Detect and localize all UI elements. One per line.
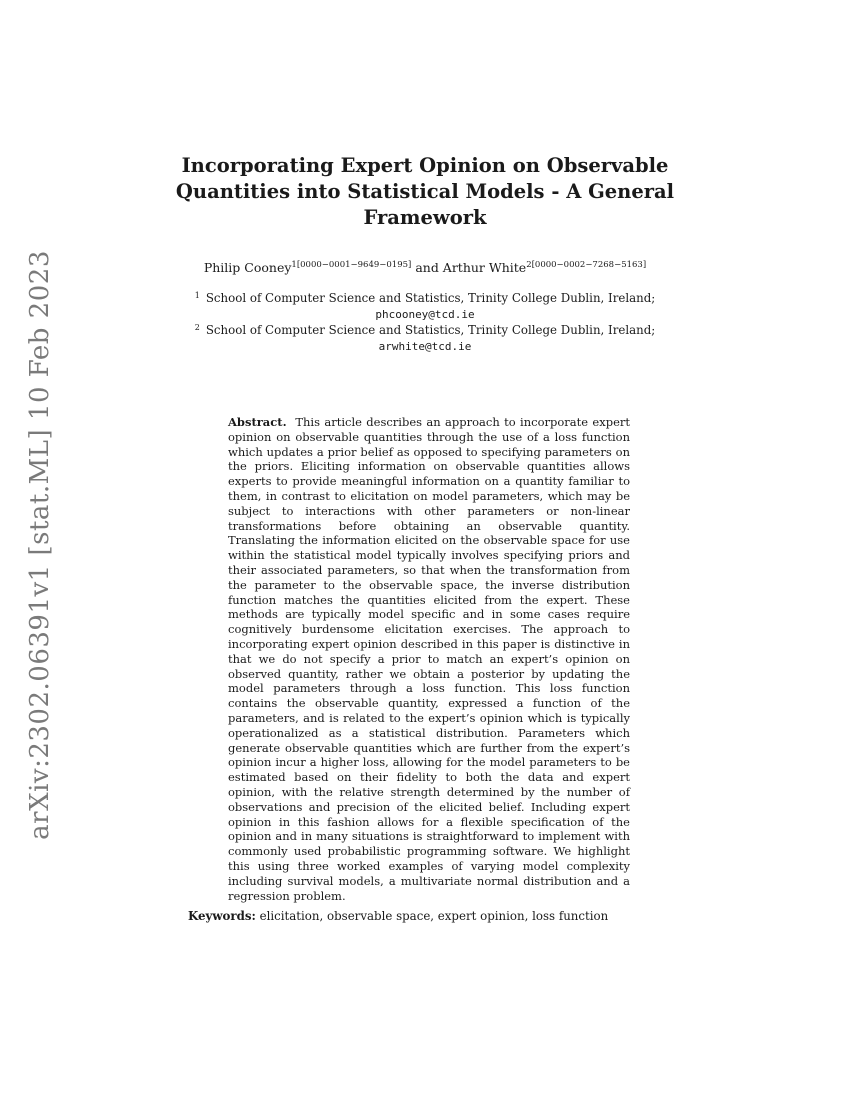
abstract-paragraph [228, 415, 630, 903]
author-line [150, 259, 700, 277]
author-name-1: Philip Cooney [203, 260, 292, 275]
author-name-2: Arthur White [442, 260, 527, 275]
keywords-text: elicitation, observable space, expert opinion, loss function [259, 909, 609, 923]
affiliation-text: School of Computer Science and Statistics, Trinity College Dublin, Ireland; [205, 323, 656, 337]
abstract-text: This article describes an approach to incorporate expert opinion on observable quantities through the use of a loss function which updates a prior belief as opposed to specifying parameters on the priors. Eliciting information on observable quantities allows experts to provide meaningful information on a quantity familiar to them, in contrast to elicitation on model parameters, which may be subject to interactions with other parameters or non-linear transformations before obtaining an observable quantity. Translating the information elicited on the observable space for use within the statistical model typically involves specifying priors and their associated parameters, so that when the transformation from the parameter to the observable space, the inverse distribution function matches the quantities elicited from the expert. These methods are typically model specific and in some cases require cognitively burdensome elicitation exercises. The approach to incorporating expert opinion described in this paper is distinctive in that we do not specify a prior to match an expert’s opinion on observed quantity, rather we obtain a posterior by updating the model parameters through a loss function. This loss function contains the observable quantity, expressed a function of the parameters, and is related to the expert’s opinion which is typically operationalized as a statistical distribution. Parameters which generate observable quantities which are further from the expert’s opinion incur a higher loss, allowing for the model parameters to be estimated based on their fidelity to both the data and expert opinion, with the relative strength determined by the number of observations and precision of the elicited belief. Including expert opinion in this fashion allows for a flexible specification of the opinion and in many situations is straightforward to implement with commonly used probabilistic programming software. We highlight this using three worked examples of varying model complexity including survival models, a multivariate normal distribution and a regression problem. [228, 415, 630, 903]
keywords-label: Keywords: [188, 909, 256, 923]
author-orcid-1: 1[0000−0001−9649−0195] [291, 260, 412, 270]
author-email[interactable]: arwhite@tcd.ie [378, 339, 472, 353]
affiliation-text: School of Computer Science and Statistics, Trinity College Dublin, Ireland; [205, 291, 656, 305]
author-orcid-2: 2[0000−0002−7268−5163] [526, 260, 647, 270]
author-connector: and [411, 260, 443, 275]
arxiv-identifier-stamp: arXiv:2302.06391v1 [stat.ML] 10 Feb 2023 [25, 250, 55, 840]
author-email[interactable]: phcooney@tcd.ie [375, 307, 475, 321]
keywords-line [188, 908, 658, 924]
affiliation-marker: 1 [194, 291, 200, 300]
paper-title: Incorporating Expert Opinion on Observable Quantities into Statistical Models - A General Framework [175, 154, 675, 229]
abstract-label: Abstract. [228, 415, 287, 429]
affiliation-2 [150, 322, 700, 355]
affiliation-marker: 2 [194, 323, 200, 332]
affiliation-1 [150, 290, 700, 323]
